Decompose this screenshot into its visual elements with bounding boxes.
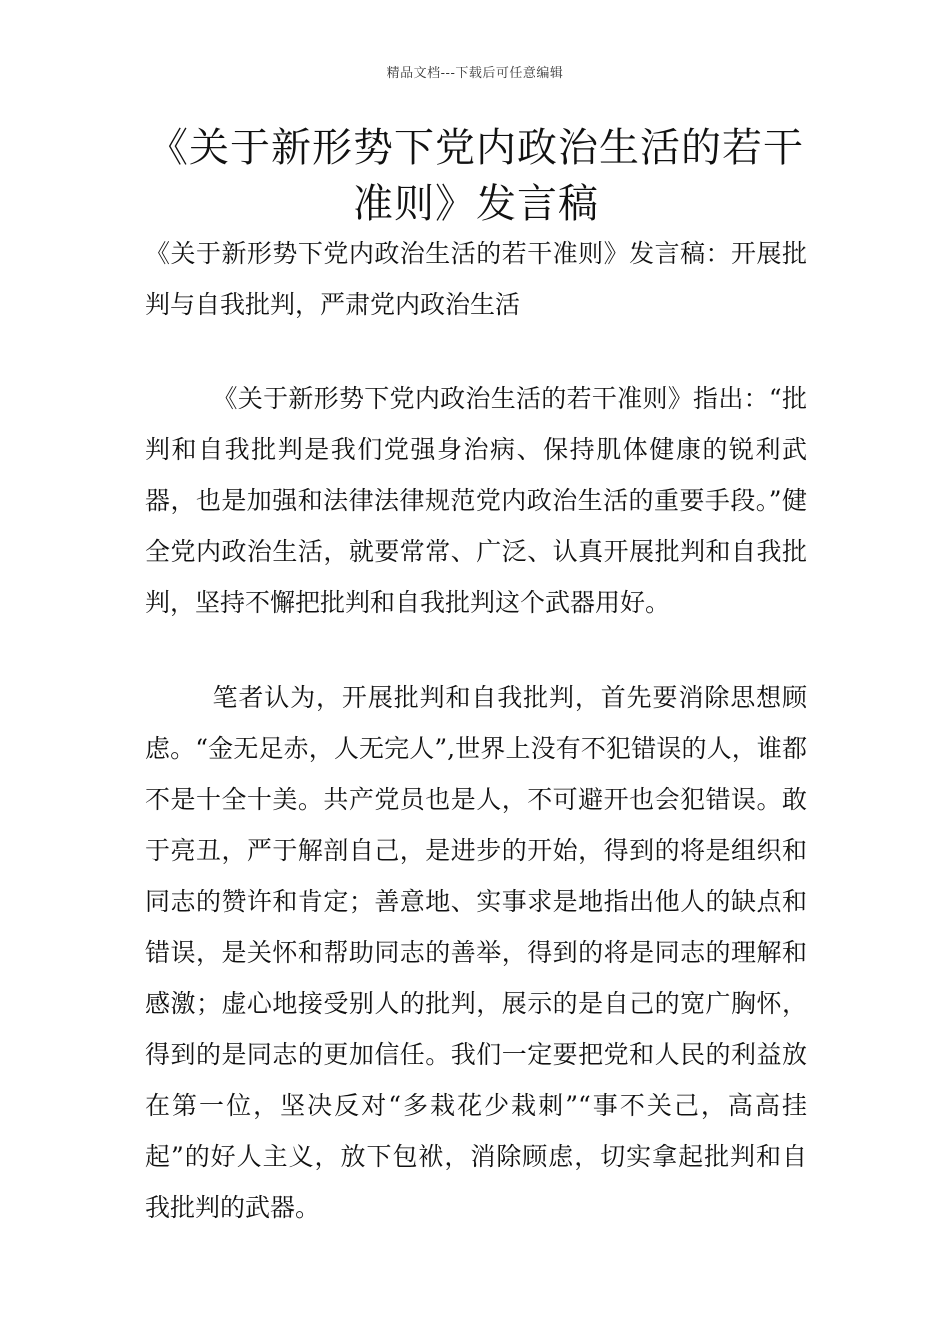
document-title: 《关于新形势下党内政治生活的若干准则》发言稿 <box>148 125 804 227</box>
header-note: 精品文档---下载后可任意编辑 <box>386 66 564 81</box>
document-subtitle: 《关于新形势下党内政治生活的若干准则》发言稿：开展批判与自我批判，严肃党内政治生活 <box>145 239 807 319</box>
body-paragraph: 笔者认为，开展批判和自我批判，首先要消除思想顾虑。“金无足赤，人无完人”,世界上没有不犯错误的人，谁都不是十全十美。共产党员也是人，不可避开也会犯错误。敢于亮丑，严于解剖自己，是进步的开始，得到的将是组织和同志的赞许和肯定；善意地、实事求是地指出他人的缺点和错误，是关怀和帮助同志的善举，得到的将是同志的理解和感激；虚心地接受别人的批判，展示的是自己的宽广胸怀，得到的是同志的更加信任。我们一定要把党和人民的利益放在第一位，坚决反对“多栽花少栽刺”“事不关己，高高挂起”的好人主义，放下包袱，消除顾虑，切实拿起批判和自我批判的武器。 <box>145 683 807 1222</box>
body-paragraph: 《关于新形势下党内政治生活的若干准则》指出：“批判和自我批判是我们党强身治病、保持肌体健康的锐利武器，也是加强和法律法律规范党内政治生活的重要手段。”健全党内政治生活，就要常常、广泛、认真开展批判和自我批判，坚持不懈把批判和自我批判这个武器用好。 <box>145 384 807 617</box>
